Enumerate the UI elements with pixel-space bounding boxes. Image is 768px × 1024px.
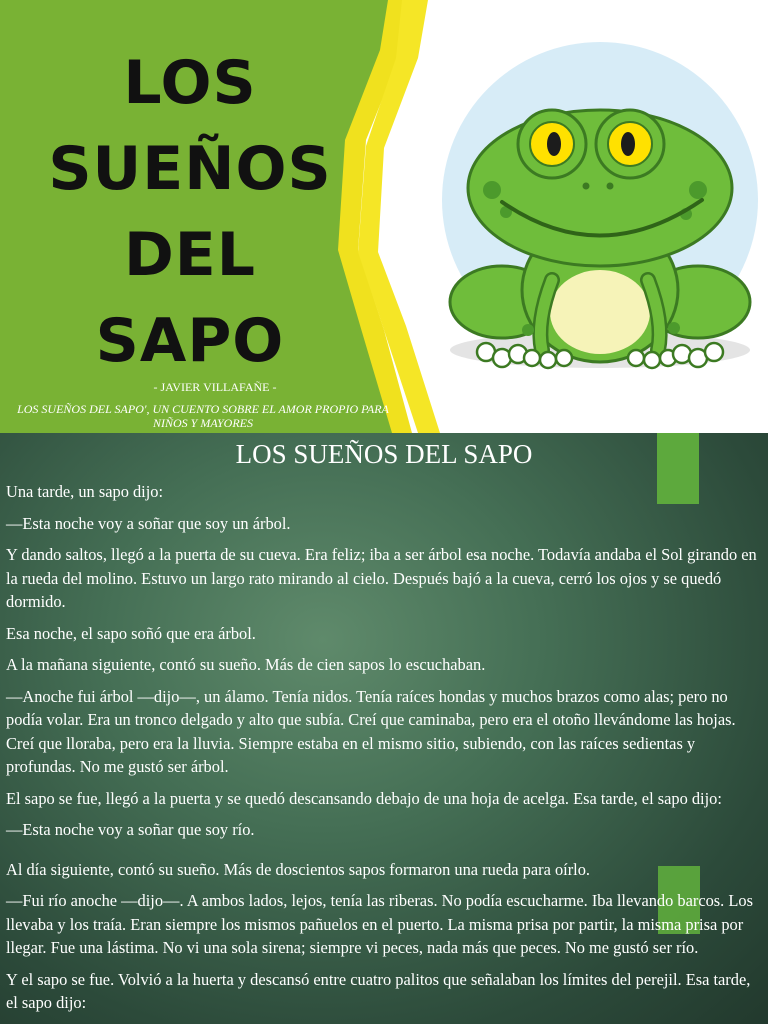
cover-title bbox=[40, 40, 340, 384]
story-paragraph: —Esta noche voy a soñar que soy río. bbox=[6, 820, 255, 839]
story-paragraph: —Esta noche voy a soñar que soy un árbol. bbox=[6, 513, 291, 533]
story-paragraph: Y dando saltos, llegó a la puerta de su cueva. Era feliz; iba a ser árbol esa noche. Todavía andaba el Sol girando en la rueda del molino. Estuvo un largo rato mirando al cielo. Después bajó a la cueva, cerró los ojos y se quedó dormido. bbox=[6, 545, 757, 611]
story-paragraph: Y el sapo se fue. Volvió a la huerta y descansó entre cuatro palitos que señalaban los límites del perejil. Esa tarde, el sapo dijo: bbox=[6, 969, 751, 1012]
frog-illustration bbox=[440, 40, 760, 380]
story-paragraph: —Anoche fui árbol —dijo—, un álamo. Tenía nidos. Tenía raíces hondas y muchos brazos como alas; pero no podía volar. Era un tronco delgado y alto que subía. Creí que caminaba, pero era el otoño llevándome las hojas. Creí que lloraba, pero era la lluvia. Siempre estaba en el mismo sitio, subiendo, con las raíces sedientas y profundas. No me gustó ser árbol. bbox=[6, 686, 736, 776]
cover bbox=[0, 0, 768, 433]
story-title: LOS SUEÑOS DEL SAPO bbox=[235, 439, 533, 469]
cover-subtitle: LOS SUEÑOS DEL SAPO', UN CUENTO SOBRE EL AMOR PROPIO PARA NIÑOS Y MAYORES bbox=[17, 402, 389, 430]
story-paragraph: Una tarde, un sapo dijo: bbox=[6, 482, 164, 501]
story-paragraph: A la mañana siguiente, contó su sueño. Más de cien sapos lo escuchaban. bbox=[6, 655, 486, 674]
story-paragraph: Esa noche, el sapo soñó que era árbol. bbox=[6, 623, 256, 643]
cover-title-line: DEL bbox=[123, 220, 257, 290]
cover-title-line: SUEÑOS bbox=[48, 134, 332, 204]
story-paragraph: El sapo se fue, llegó a la puerta y se quedó descansando debajo de una hoja de acelga. Esa tarde, el sapo dijo: bbox=[6, 788, 722, 808]
story-body bbox=[6, 480, 758, 1023]
story-paragraph: —Fui río anoche —dijo—. A ambos lados, lejos, tenía las riberas. No podía escucharme. Iba llevando barcos. Los llevaba y los traía. Eran siempre los mismos pañuelos en el puerto. La misma prisa por partir, la misma prisa por llegar. Fue una lástima. No vi una sola sirena; siempre vi peces, nada más que peces. No me gustó ser río. bbox=[6, 891, 753, 957]
cover-title-line: SAPO bbox=[95, 306, 285, 376]
story-panel bbox=[0, 433, 768, 1024]
frog-belly bbox=[550, 270, 650, 354]
cover-author: - JAVIER VILLAFAÑE - bbox=[153, 380, 277, 394]
story-paragraph: Al día siguiente, contó su sueño. Más de doscientos sapos formaron una rueda para oírlo. bbox=[6, 859, 591, 879]
cover-title-line: LOS bbox=[123, 48, 257, 118]
